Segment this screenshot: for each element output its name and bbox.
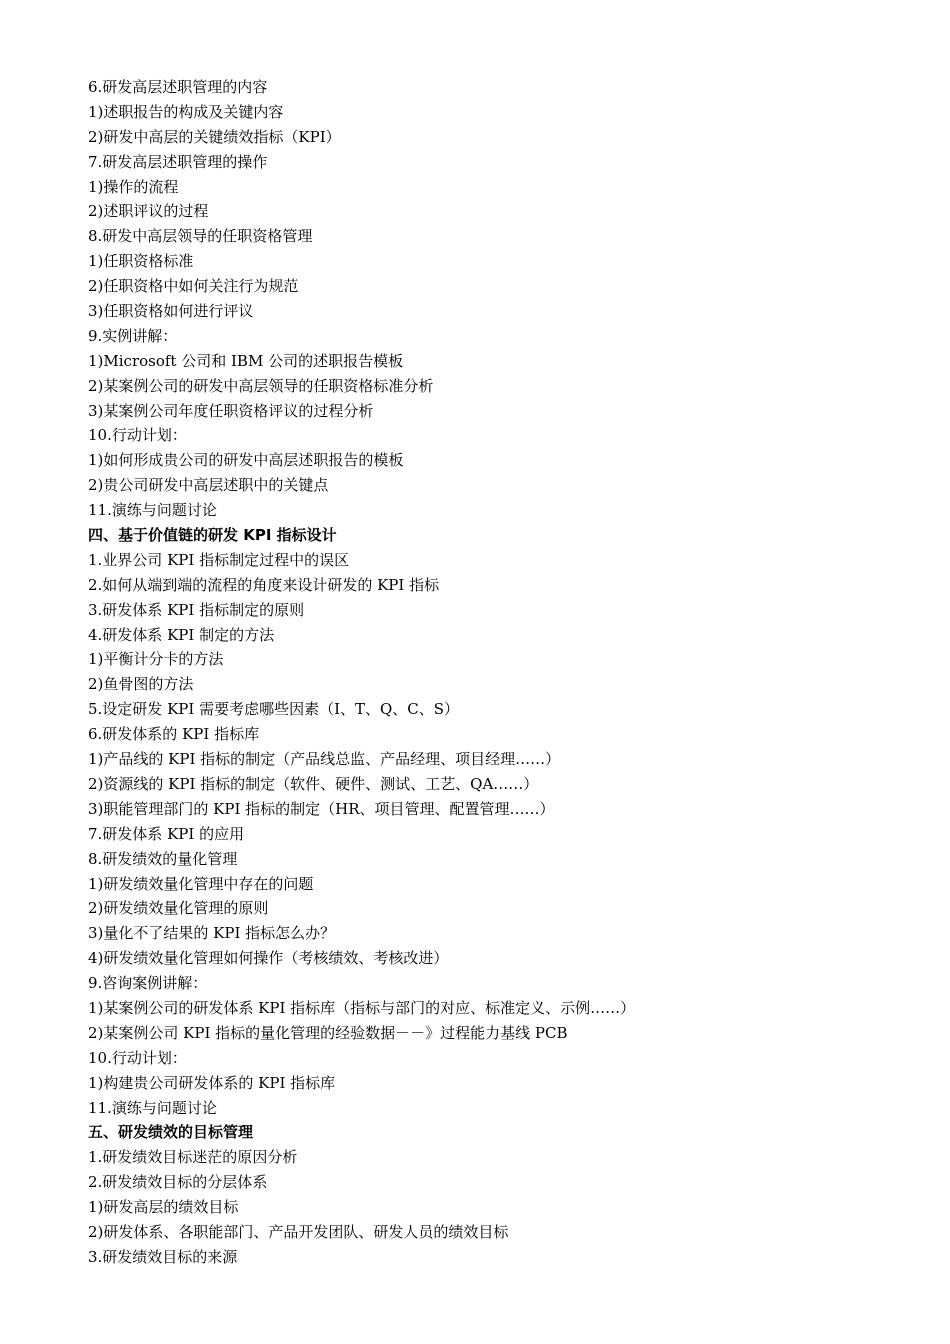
- text-line: 1)Microsoft 公司和 IBM 公司的述职报告模板: [88, 351, 404, 370]
- text-line: 3)职能管理部门的 KPI 指标的制定（HR、项目管理、配置管理……）: [88, 799, 555, 818]
- text-line: 7.研发体系 KPI 的应用: [88, 824, 245, 843]
- text-line: 1)操作的流程: [88, 177, 179, 196]
- text-line: 9.实例讲解：: [88, 326, 178, 345]
- text-line: 1)某案例公司的研发体系 KPI 指标库（指标与部门的对应、标准定义、示例……）: [88, 998, 636, 1017]
- text-line: 2)研发中高层的关键绩效指标（KPI）: [88, 127, 341, 146]
- text-line: 2)研发绩效量化管理的原则: [88, 899, 269, 918]
- text-line: 3.研发绩效目标的来源: [88, 1247, 238, 1266]
- text-line: 3.研发体系 KPI 指标制定的原则: [88, 600, 305, 619]
- document-page: [88, 75, 908, 1270]
- text-line: 2)研发体系、各职能部门、产品开发团队、研发人员的绩效目标: [88, 1222, 509, 1241]
- section-heading: 四、基于价值链的研发 KPI 指标设计: [88, 526, 337, 545]
- text-line: 3)某案例公司年度任职资格评议的过程分析: [88, 401, 374, 420]
- text-line: 11.演练与问题讨论: [88, 1098, 217, 1117]
- text-line: 4)研发绩效量化管理如何操作（考核绩效、考核改进）: [88, 949, 449, 968]
- text-line: 2)某案例公司的研发中高层领导的任职资格标准分析: [88, 376, 434, 395]
- text-line: 2)任职资格中如何关注行为规范: [88, 277, 299, 296]
- text-line: 8.研发绩效的量化管理: [88, 849, 238, 868]
- text-line: 6.研发高层述职管理的内容: [88, 78, 268, 96]
- text-line: 3)任职资格如何进行评议: [88, 302, 254, 321]
- text-line: 2)鱼骨图的方法: [88, 675, 194, 694]
- text-line: 1.研发绩效目标迷茫的原因分析: [88, 1148, 298, 1167]
- text-line: 1.业界公司 KPI 指标制定过程中的误区: [88, 550, 350, 569]
- text-line: 2)某案例公司 KPI 指标的量化管理的经验数据－－》过程能力基线 PCB: [88, 1023, 568, 1042]
- text-line: 10.行动计划：: [88, 426, 187, 445]
- text-line: 1)平衡计分卡的方法: [88, 650, 224, 669]
- text-line: 2)资源线的 KPI 指标的制定（软件、硬件、测试、工艺、QA……）: [88, 774, 539, 793]
- text-line: 11.演练与问题讨论: [88, 501, 217, 520]
- text-line: 7.研发高层述职管理的操作: [88, 152, 268, 171]
- text-line: 1)构建贵公司研发体系的 KPI 指标库: [88, 1073, 336, 1092]
- text-line: 1)研发绩效量化管理中存在的问题: [88, 874, 314, 893]
- text-line: 2)述职评议的过程: [88, 202, 209, 221]
- text-line: 1)述职报告的构成及关键内容: [88, 102, 284, 121]
- text-line: 8.研发中高层领导的任职资格管理: [88, 227, 313, 246]
- text-line: 9.咨询案例讲解：: [88, 974, 208, 993]
- text-line: 10.行动计划：: [88, 1048, 187, 1067]
- section-heading: 五、研发绩效的目标管理: [88, 1123, 254, 1142]
- text-line: 1)产品线的 KPI 指标的制定（产品线总监、产品经理、项目经理……）: [88, 750, 561, 769]
- text-line: 1)研发高层的绩效目标: [88, 1198, 239, 1217]
- text-line: 2)贵公司研发中高层述职中的关键点: [88, 476, 329, 495]
- text-line: 6.研发体系的 KPI 指标库: [88, 725, 260, 744]
- text-line: 3)量化不了结果的 KPI 指标怎么办？: [88, 924, 336, 943]
- text-line: 1)如何形成贵公司的研发中高层述职报告的模板: [88, 451, 404, 470]
- text-line: 5.设定研发 KPI 需要考虑哪些因素（I、T、Q、C、S）: [88, 700, 460, 719]
- text-line: 1)任职资格标准: [88, 252, 194, 271]
- text-line: 2.如何从端到端的流程的角度来设计研发的 KPI 指标: [88, 575, 440, 594]
- text-line: 4.研发体系 KPI 制定的方法: [88, 625, 275, 644]
- text-line: 2.研发绩效目标的分层体系: [88, 1173, 268, 1192]
